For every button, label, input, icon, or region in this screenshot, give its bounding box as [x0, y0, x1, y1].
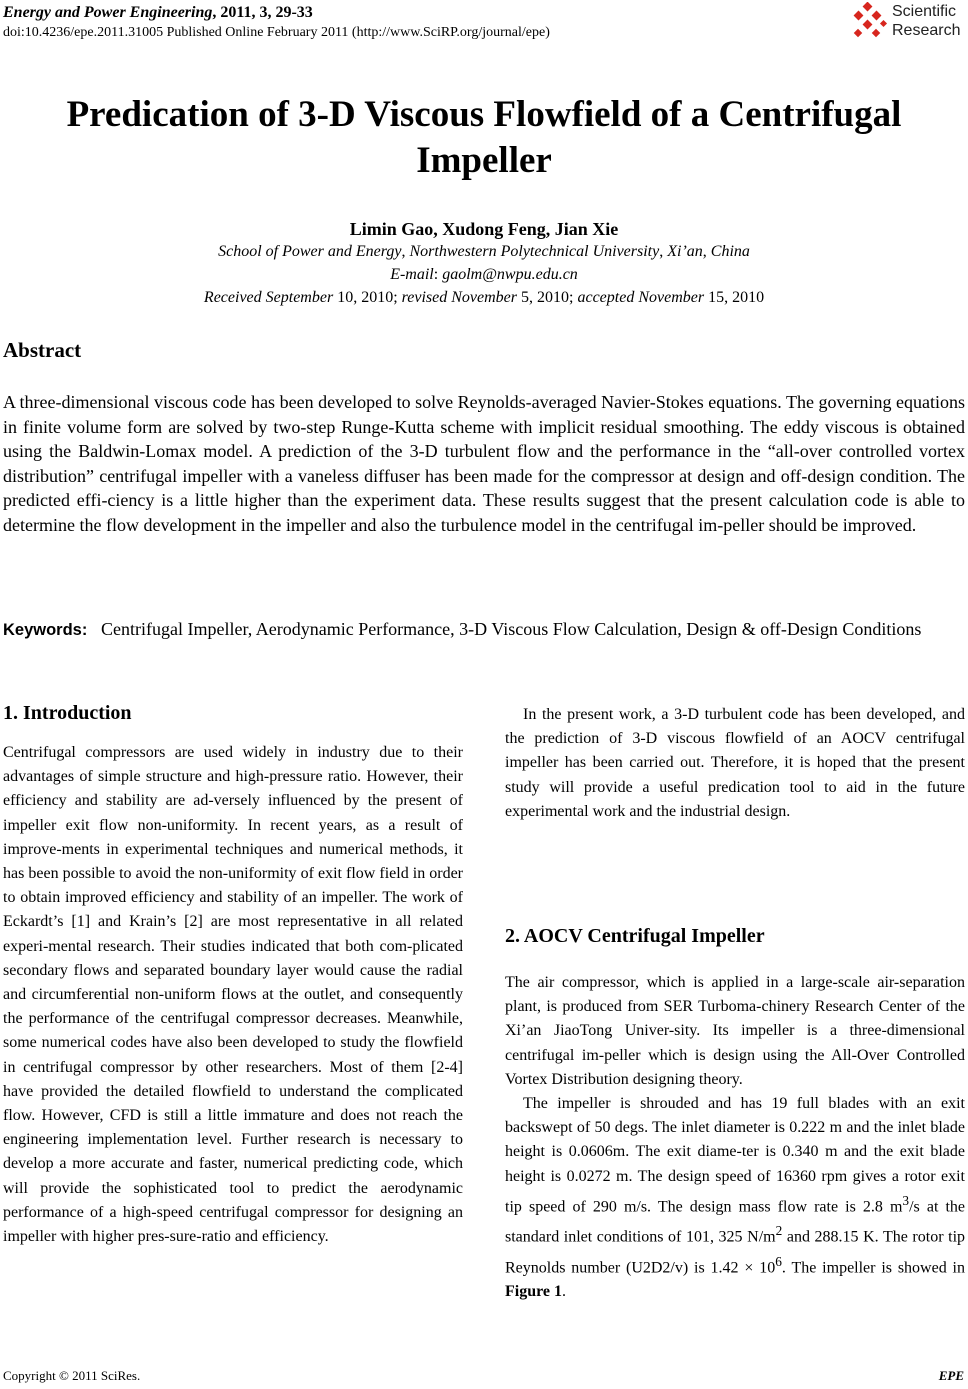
email-line: E-mail: gaolm@nwpu.edu.cn [390, 266, 578, 283]
logo-text-line1: Scientific [892, 3, 957, 20]
section-1-para-1: Centrifugal compressors are used widely in industry due to their advantages of simple structure and high-pressure ratio. However, their efficiency and stability are ad-versely influenced by the present of impeller exit flow non-uniformity. In recent years, as a result of improve-ments in experimental techniques and numerical methods, it has been possible to avoid the non-uniformity of exit flow field in order to obtain improved efficiency and stability of an impeller. The work of Eckardt’s [1] and Krain’s [2] are most representative in all related experi-mental research. Their studies indicated that both com-plicated secondary flows and separated boundary layer would cause the radial and circumferential non-uniform flows at the outlet, and consequently the performance of the centrifugal compressor decreases. Meanwhile, some numerical codes have also been developed to study the flowfield in centrifugal compressor by other researchers. Most of them [2-4] have provided the detailed flowfield to understand the complicated flow. However, CFD is still a little immature and does not reach the engineering implementation level. Further research is necessary to develop a more accurate and faster, numerical predicting code, which will provide the sophisticated tool to predict the aerodynamic performance of a high-speed centrifugal compressor for designing an impeller with higher pres-sure-ratio and efficiency. [3, 744, 463, 1246]
email-address: gaolm@nwpu.edu.cn [442, 266, 578, 283]
figure-1-link[interactable]: Figure 1 [505, 1283, 563, 1301]
keywords-label: Keywords: [3, 621, 88, 639]
footer-copyright: Copyright © 2011 SciRes. [3, 1368, 141, 1383]
abstract-heading: Abstract [3, 338, 82, 362]
section-1-para-2: In the present work, a 3-D turbulent code has been developed, and the prediction of 3-D viscous flowfield of an AOCV centrifugal impeller has been carried out. Therefore, it is hoped that the present study will provide a useful predication tool to aid in the future experimental work and the industrial design. [505, 706, 965, 820]
keywords-text: Centrifugal Impeller, Aerodynamic Performance, 3-D Viscous Flow Calculation, Design & off-Design Conditions [101, 619, 922, 639]
section-1-heading: 1. Introduction [3, 702, 132, 724]
section-1-body-right [505, 703, 965, 824]
journal-issue: , 2011, 3, 29-33 [212, 4, 313, 21]
section-2-heading: 2. AOCV Centrifugal Impeller [505, 925, 765, 947]
logo-text-line2: Research [892, 22, 961, 39]
authors: Limin Gao, Xudong Feng, Jian Xie [349, 219, 619, 239]
doi-line: doi:10.4236/epe.2011.31005 Published Online February 2011 (http://www.SciRP.org/journal/epe) [3, 25, 550, 40]
section-2-para-2: The impeller is shrouded and has 19 full blades with an exit backswept of 50 degs. The inlet diameter is 0.222 m and the inlet blade height is 0.0606m. The exit diame-ter is 0.340 m and the exit blade height is 0.0272 m. The design speed of 16360 rpm gives a rotor exit tip speed of 290 m/s. The design mass flow rate is 2.8 $m^3/s$ at the standard inlet conditions of 101, 325 $N/m^2$ and 288.15 K. The rotor tip Reynolds number (U2D2/v) is $1.42 \times 10^6$. The impeller is showed in Figure 1. [505, 1095, 966, 1301]
journal-header [3, 3, 313, 23]
section-2-body [505, 971, 965, 1305]
publisher-logo [850, 2, 968, 42]
keywords [3, 617, 965, 642]
received-dates: Received September 10, 2010; revised November 5, 2010; accepted November 15, 2010 [203, 289, 765, 306]
section-2-para-1: The air compressor, which is applied in a large-scale air-separation plant, is produced from SER Turboma-chinery Research Center of the Xi’an JiaoTong Univer-sity. Its impeller is a three-dimensional centrifugal im-peller which is design using the All-Over Controlled Vortex Distribution designing theory. [505, 974, 965, 1088]
section-1-body-left [3, 741, 463, 1249]
affiliation: School of Power and Energy, Northwestern Polytechnical University, Xi’an, China [218, 243, 750, 260]
footer-journal-abbr: EPE [938, 1368, 964, 1383]
paper-title: Predication of 3-D Viscous Flowfield of a Centrifugal Impeller [66, 94, 902, 181]
logo-mark-icon [850, 2, 890, 42]
abstract-text: A three-dimensional viscous code has been developed to solve Reynolds-averaged Navier-Stokes equations. The governing equations in finite volume form are solved by two-step Runge-Kutta scheme with implicit residual smoothing. The eddy viscous is obtained using the Baldwin-Lomax model. A prediction of the 3-D turbulent flow and the performance in the “all-over controlled vortex distribution” centrifugal impeller with a vaneless diffuser has been made for the compressor at design and off-design condition. The predicted effi-ciency is a little higher than the experiment data. These results suggest that the present calculation code is able to determine the flow development in the impeller and also the turbulence model in the centrifugal im-peller should be improved. [3, 392, 965, 535]
journal-name: Energy and Power Engineering [3, 4, 213, 21]
